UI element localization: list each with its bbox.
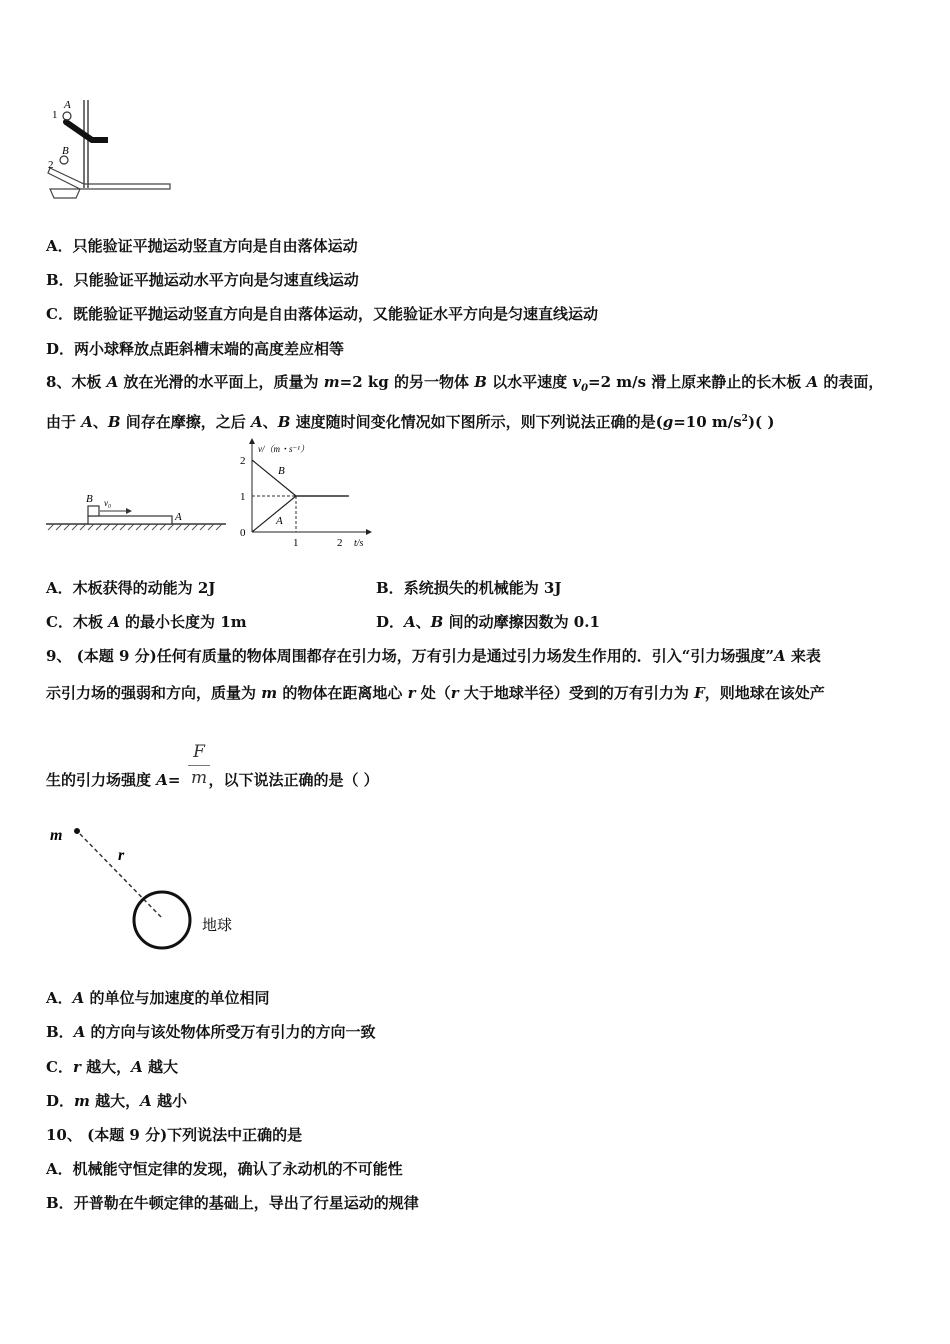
q9-formula-fraction <box>188 742 210 788</box>
q7-option-a: A．只能验证平抛运动竖直方向是自由落体运动 <box>46 237 358 255</box>
q7-option-c: C．既能验证平抛运动竖直方向是自由落体运动，又能验证水平方向是匀速直线运动 <box>46 305 598 323</box>
q8-graph-series-b <box>252 460 349 496</box>
q9-fig-label-m: m <box>50 827 63 844</box>
q7-label-a: A <box>64 99 71 111</box>
q9-fig-label-earth: 地球 <box>202 918 233 934</box>
q7-apparatus-figure <box>40 96 180 206</box>
q10-option-a: A．机械能守恒定律的发现，确认了永动机的不可能性 <box>46 1160 403 1178</box>
q9-fig-label-r: r <box>118 847 125 864</box>
q8-option-a: A．木板获得的动能为 2J <box>46 579 216 597</box>
q8-graph-xtick-1: 1 <box>293 537 299 549</box>
q8-stem-line1: 8、木板 A 放在光滑的水平面上，质量为 m=2 kg 的另一物体 B 以水平速度 $v_0=2$ m/s 滑上原来静止的长木板 A 的表面， <box>46 373 884 394</box>
q8-graph-ylabel: v/（m・s⁻¹） <box>258 444 309 454</box>
q9-option-d: D．m 越大，A 越小 <box>46 1092 187 1110</box>
q9-earth-figure <box>44 818 254 958</box>
q7-label-1: 1 <box>52 109 58 121</box>
q8-stem-line2: 由于 A、B 间存在摩擦，之后 A、B 速度随时间变化情况如下图所示，则下列说法正确的是(g=10 $m/s^2$)( ) <box>46 413 775 431</box>
q8-graph-ytick-2: 2 <box>240 455 246 467</box>
q9-fraction-numerator: F <box>193 742 205 762</box>
q9-stem-line1: 9、 (本题 9 分)任何有质量的物体周围都存在引力场，万有引力是通过引力场发生作用的．引入“引力场强度”A 来表 <box>46 647 821 665</box>
q9-option-a: A．A 的单位与加速度的单位相同 <box>46 989 270 1007</box>
q8-fig-label-a: A <box>175 511 182 523</box>
q10-option-b: B．开普勒在牛顿定律的基础上，导出了行星运动的规律 <box>46 1194 419 1212</box>
q8-graph-label-a: A <box>276 515 283 527</box>
q8-block-board-figure <box>42 486 232 536</box>
q8-graph-ytick-1: 1 <box>240 491 246 503</box>
q8-graph-label-b: B <box>278 465 285 477</box>
q9-fraction-denominator: m <box>190 768 208 788</box>
q8-graph-ytick-0: 0 <box>240 527 246 539</box>
q8-fig-label-b: B <box>86 493 93 505</box>
q9-stem-line3: 生的引力场强度 A= ，以下说法正确的是（ ） <box>46 771 379 789</box>
q10-title: 10、 (本题 9 分)下列说法中正确的是 <box>46 1126 303 1144</box>
q8-option-c: C．木板 A 的最小长度为 1m <box>46 613 247 631</box>
q9-stem-line2: 示引力场的强弱和方向，质量为 m 的物体在距离地心 r 处（r 大于地球半径）受到的万有引力为 F，则地球在该处产 <box>46 684 825 702</box>
q7-option-d: D．两小球释放点距斜槽末端的高度差应相等 <box>46 340 345 358</box>
q8-graph-xlabel: t/s <box>354 538 364 549</box>
q9-option-c: C．r 越大，A 越大 <box>46 1058 178 1076</box>
q8-vt-graph <box>236 438 386 552</box>
q8-fig-label-v0: v₀ <box>104 498 112 508</box>
q8-option-b: B．系统损失的机械能为 3J <box>376 579 562 597</box>
q8-option-d: D．A、B 间的动摩擦因数为 0.1 <box>376 613 600 631</box>
q8-graph-xtick-2: 2 <box>337 537 343 549</box>
q8-graph-series-a <box>252 496 349 532</box>
q7-label-2: 2 <box>48 159 54 171</box>
q7-option-b: B．只能验证平抛运动水平方向是匀速直线运动 <box>46 271 359 289</box>
q7-label-b: B <box>62 145 69 157</box>
q9-option-b: B．A 的方向与该处物体所受万有引力的方向一致 <box>46 1023 376 1041</box>
